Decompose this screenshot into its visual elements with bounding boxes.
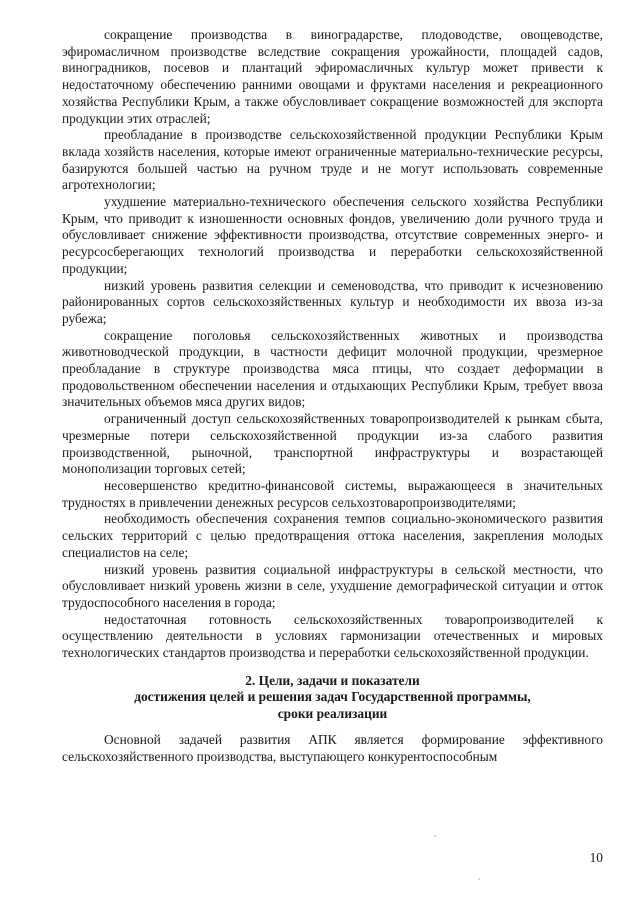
scan-speck (434, 835, 436, 837)
heading-line-3: сроки реализации (277, 706, 388, 722)
paragraph-household-share: преобладание в производстве сельскохозяйственной продукции Республики Крым вклада хозяйств населения, которые имеют ограниченные материально-технические ресурсы, базируются большей частью на ручном труде и не могут использовать современные агротехнологии; (62, 127, 603, 193)
scan-speck (478, 878, 480, 880)
paragraph-market-access: ограниченный доступ сельскохозяйственных товаропроизводителей к рынкам сбыта, чрезмерные потери сельскохозяйственной продукции из-за слабого развития производственной, рыночной, транспортной инфраструктуры и возрастающей монополизации торговых сетей; (62, 411, 603, 477)
body-text (62, 27, 603, 765)
page-number: 10 (589, 850, 603, 865)
paragraph-main-task: Основной задачей развития АПК является формирование эффективного сельскохозяйственного производства, выступающего конкурентоспособным (62, 731, 603, 764)
paragraph-livestock: сокращение поголовья сельскохозяйственных животных и производства животноводческой продукции, в частности дефицит молочной продукции, чрезмерное преобладание в структуре производства мяса птицы, что создает деформации в продовольственном обеспечении населения и отдыхающих Республики Крым, требует ввоза значительных объемов мяса других видов; (62, 327, 603, 410)
paragraph-credit-system: несовершенство кредитно-финансовой системы, выражающееся в значительных трудностях в привлечении денежных ресурсов сельхозтоваропроизводителями; (62, 477, 603, 510)
section-heading (62, 673, 603, 723)
paragraph-social-infrastructure: низкий уровень развития социальной инфраструктуры в сельской местности, что обусловливает низкий уровень жизни в селе, ухудшение демографической ситуации и отток трудоспособного населения в города; (62, 561, 603, 610)
paragraph-selection-seeds: низкий уровень развития селекции и семеноводства, что приводит к исчезновению районированных сортов сельскохозяйственных культур и необходимости их ввоза из-за рубежа; (62, 277, 603, 326)
heading-line-2: достижения целей и решения задач Государственной программы, (134, 689, 531, 705)
paragraph-viticulture: сокращение производства в виноградарстве, плодоводстве, овощеводстве, эфиромасличном производстве вследствие сокращения урожайности, площадей садов, виноградников, посевов и плантаций эфиромасличных культур может привести к недостаточному обеспечению ранними овощами и фруктами населения и рекреационного хозяйства Республики Крым, а также обусловливает сокращение возможностей для экспорта продукции этих отраслей; (62, 27, 603, 126)
heading-line-1: 2. Цели, задачи и показатели (245, 672, 420, 688)
paragraph-material-technical: ухудшение материально-технического обеспечения сельского хозяйства Республики Крым, что приводит к изношенности основных фондов, увеличению доли ручного труда и обусловливает снижение эффективности производства, отсутствие современных энерго- и ресурсосберегающих технологий производства и переработки сельскохозяйственной продукции; (62, 194, 603, 276)
paragraph-harmonization: недостаточная готовность сельскохозяйственных товаропроизводителей к осуществлению деятельности в условиях гармонизации отечественных и мировых технологических стандартов производства и переработки сельскохозяйственной продукции. (62, 611, 603, 661)
paragraph-rural-development: необходимость обеспечения сохранения темпов социально-экономического развития сельских территорий с целью предотвращения оттока населения, закрепления молодых специалистов на селе; (62, 511, 603, 560)
